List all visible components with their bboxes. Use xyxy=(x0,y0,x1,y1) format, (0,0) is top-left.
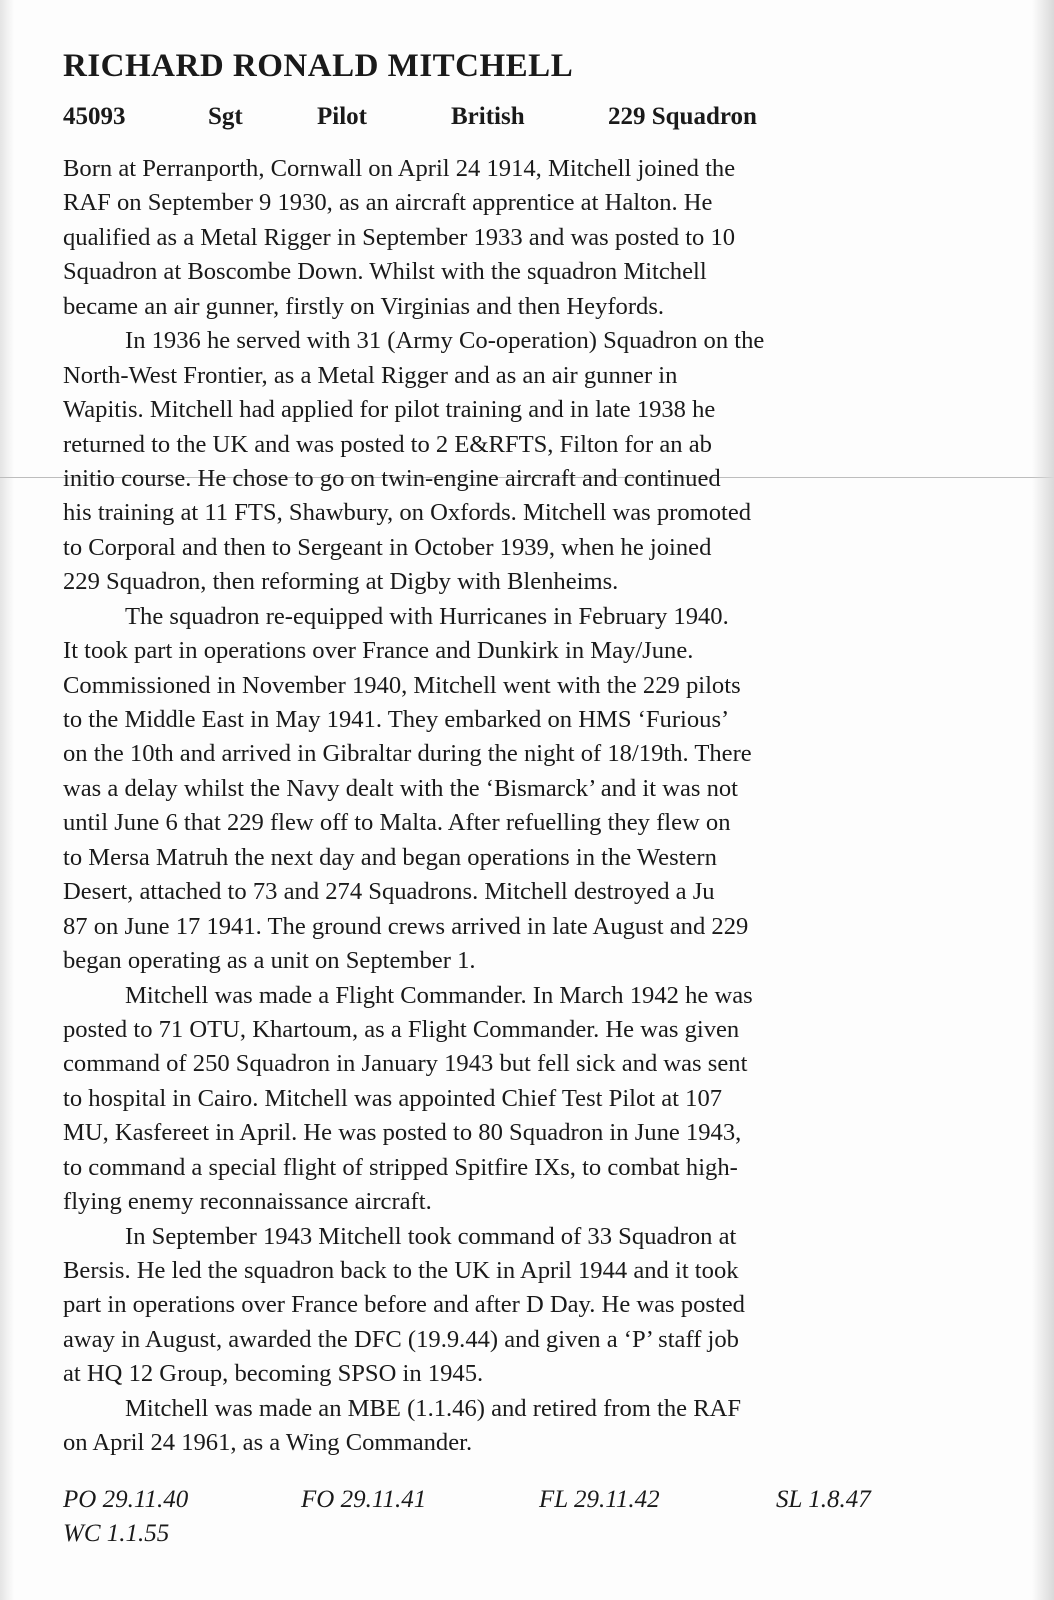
role: Pilot xyxy=(317,103,367,130)
promotion-po: PO 29.11.40 xyxy=(63,1486,189,1513)
text-line: qualified as a Metal Rigger in September 1933 and was posted to 10 xyxy=(63,223,736,251)
text-line: Desert, attached to 73 and 274 Squadrons. Mitchell destroyed a Ju xyxy=(63,878,715,906)
promotion-sl: SL 1.8.47 xyxy=(776,1486,871,1513)
promotion-fo: FO 29.11.41 xyxy=(301,1486,427,1513)
nationality: British xyxy=(451,103,525,130)
text-line: returned to the UK and was posted to 2 E&RFTS, Filton for an ab xyxy=(63,430,712,458)
text-line: Squadron at Boscombe Down. Whilst with the squadron Mitchell xyxy=(63,258,707,286)
text-line: The squadron re-equipped with Hurricanes in February 1940. xyxy=(125,602,729,630)
text-line: became an air gunner, firstly on Virginias and then Heyfords. xyxy=(63,292,665,320)
person-name-heading: RICHARD RONALD MITCHELL xyxy=(63,48,574,84)
text-line: initio course. He chose to go on twin-engine aircraft and continued xyxy=(63,464,721,492)
promotion-fl: FL 29.11.42 xyxy=(539,1486,660,1513)
text-line: Mitchell was made a Flight Commander. In March 1942 he was xyxy=(125,981,753,1009)
text-line: to hospital in Cairo. Mitchell was appointed Chief Test Pilot at 107 xyxy=(63,1084,723,1112)
text-line: 229 Squadron, then reforming at Digby with Blenheims. xyxy=(63,568,619,596)
text-line: flying enemy reconnaissance aircraft. xyxy=(63,1188,432,1216)
text-line: Mitchell was made an MBE (1.1.46) and retired from the RAF xyxy=(125,1394,742,1422)
text-line: away in August, awarded the DFC (19.9.44) and given a ‘P’ staff job xyxy=(63,1325,739,1353)
text-line: until June 6 that 229 flew off to Malta. After refuelling they flew on xyxy=(63,809,731,837)
text-line: at HQ 12 Group, becoming SPSO in 1945. xyxy=(63,1360,484,1388)
text-line: MU, Kasfereet in April. He was posted to 80 Squadron in June 1943, xyxy=(63,1119,742,1147)
service-number: 45093 xyxy=(63,103,126,130)
text-line: In 1936 he served with 31 (Army Co-operation) Squadron on the xyxy=(125,327,765,355)
text-line: 87 on June 17 1941. The ground crews arrived in late August and 229 xyxy=(63,912,749,940)
text-line: RAF on September 9 1930, as an aircraft apprentice at Halton. He xyxy=(63,189,713,217)
text-line: part in operations over France before and after D Day. He was posted xyxy=(63,1291,745,1319)
text-line: to command a special flight of stripped Spitfire IXs, to combat high- xyxy=(63,1153,738,1181)
text-line: It took part in operations over France and Dunkirk in May/June. xyxy=(63,637,694,665)
text-line: his training at 11 FTS, Shawbury, on Oxfords. Mitchell was promoted xyxy=(63,499,752,527)
text-line: to Corporal and then to Sergeant in October 1939, when he joined xyxy=(63,533,712,561)
text-line: began operating as a unit on September 1. xyxy=(63,947,476,975)
promotion-wc: WC 1.1.55 xyxy=(63,1520,170,1547)
text-line: command of 250 Squadron in January 1943 but fell sick and was sent xyxy=(63,1050,748,1078)
text-line: on April 24 1961, as a Wing Commander. xyxy=(63,1429,473,1457)
text-line: posted to 71 OTU, Khartoum, as a Flight Commander. He was given xyxy=(63,1015,740,1043)
squadron: 229 Squadron xyxy=(608,103,757,130)
text-line: on the 10th and arrived in Gibraltar during the night of 18/19th. There xyxy=(63,740,752,768)
rank: Sgt xyxy=(208,103,243,130)
text-line: to the Middle East in May 1941. They embarked on HMS ‘Furious’ xyxy=(63,706,730,733)
text-line: Commissioned in November 1940, Mitchell went with the 229 pilots xyxy=(63,671,741,699)
text-line: was a delay whilst the Navy dealt with the ‘Bismarck’ and it was not xyxy=(63,774,739,802)
text-line: In September 1943 Mitchell took command of 33 Squadron at xyxy=(125,1222,737,1250)
text-line: North-West Frontier, as a Metal Rigger and as an air gunner in xyxy=(63,361,678,389)
biography-text xyxy=(63,152,993,1461)
text-line: to Mersa Matruh the next day and began operations in the Western xyxy=(63,843,717,871)
text-line: Wapitis. Mitchell had applied for pilot training and in late 1938 he xyxy=(63,396,716,424)
text-line: Bersis. He led the squadron back to the UK in April 1944 and it took xyxy=(63,1257,739,1284)
text-line: Born at Perranporth, Cornwall on April 24 1914, Mitchell joined the xyxy=(63,155,736,182)
